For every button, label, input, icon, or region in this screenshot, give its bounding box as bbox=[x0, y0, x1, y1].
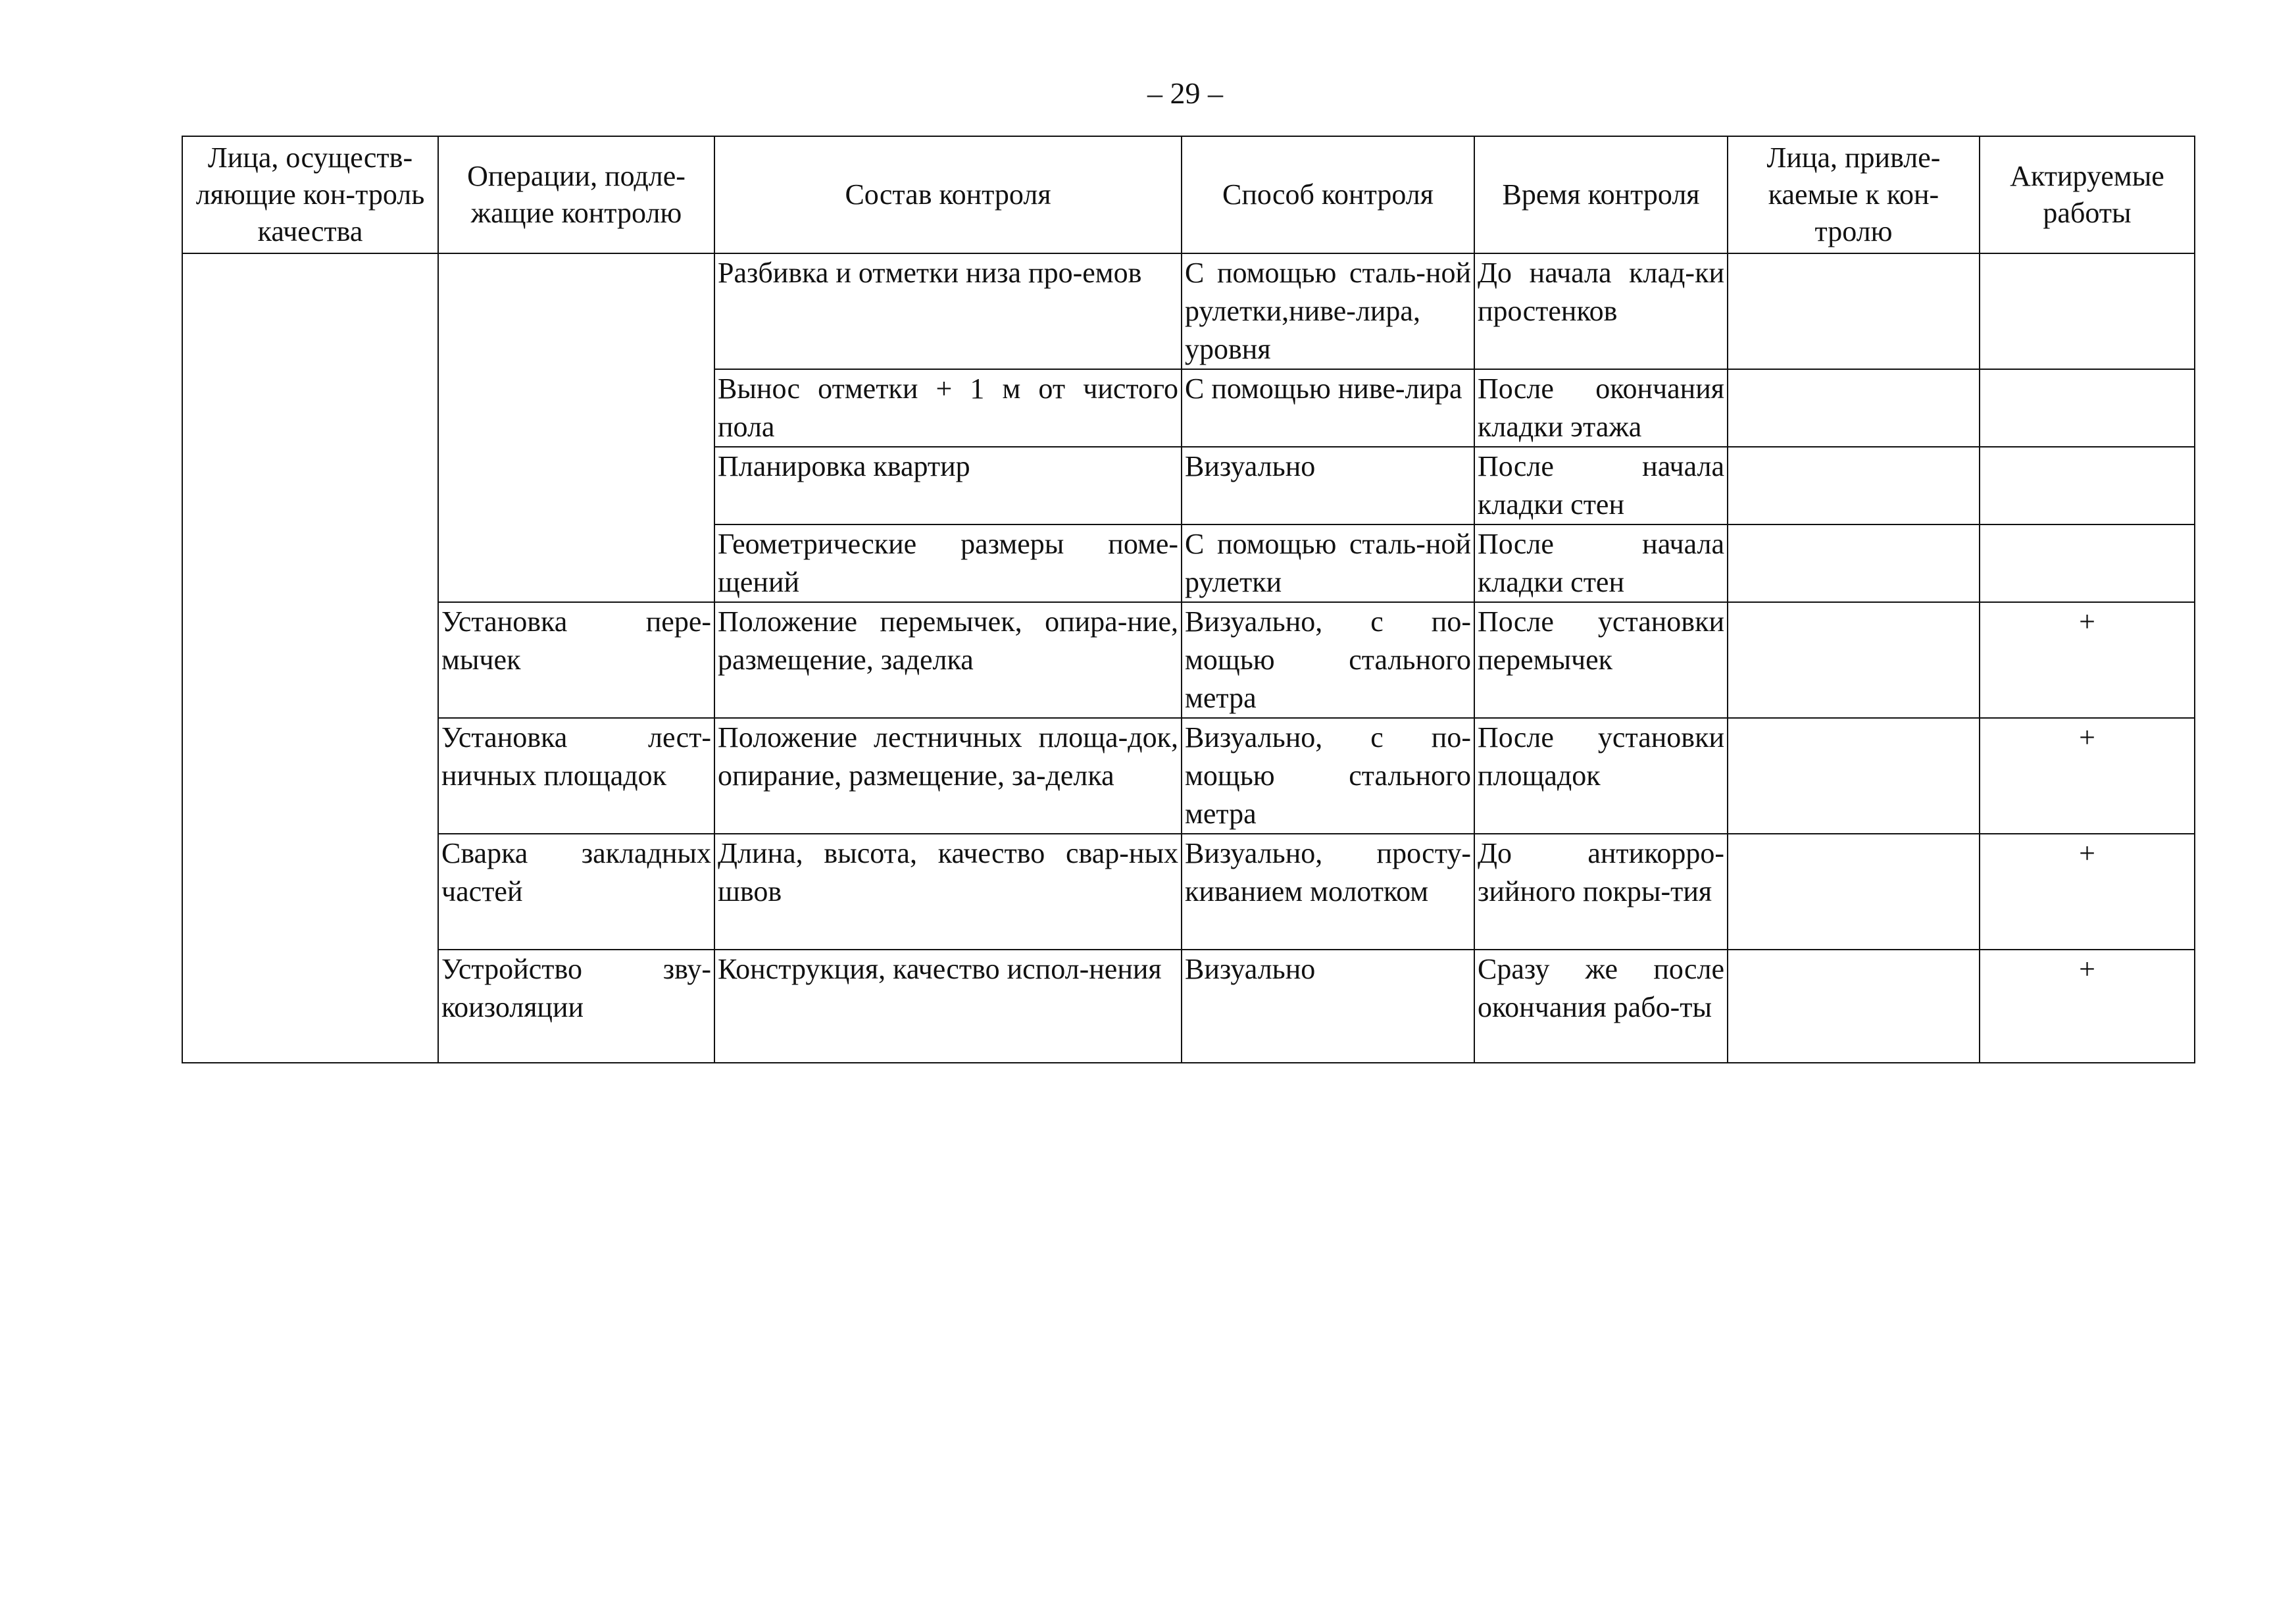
method-cell: С помощью сталь-ной рулетки bbox=[1182, 524, 1474, 602]
composition-cell: Длина, высота, качество свар-ных швов bbox=[714, 834, 1182, 950]
time-cell: Сразу же после окончания рабо-ты bbox=[1474, 950, 1728, 1063]
persons-cell bbox=[1728, 950, 1980, 1063]
quality-control-table bbox=[182, 136, 2195, 1063]
persons-cell bbox=[1728, 253, 1980, 369]
acts-cell: + bbox=[1980, 834, 2195, 950]
composition-cell: Конструкция, качество испол-нения bbox=[714, 950, 1182, 1063]
time-cell: До антикорро-зийного покры-тия bbox=[1474, 834, 1728, 950]
method-cell: Визуально bbox=[1182, 447, 1474, 524]
header-acted-works: Актируемые работы bbox=[1980, 136, 2195, 253]
persons-cell bbox=[1728, 369, 1980, 447]
header-time: Время контроля bbox=[1474, 136, 1728, 253]
controllers-cell bbox=[182, 253, 438, 1063]
persons-cell bbox=[1728, 718, 1980, 834]
operation-cell: Сварка закладных частей bbox=[438, 834, 714, 950]
acts-cell: + bbox=[1980, 718, 2195, 834]
method-cell: С помощью сталь-ной рулетки,ниве-лира, уровня bbox=[1182, 253, 1474, 369]
table-row bbox=[182, 718, 2195, 834]
acts-cell bbox=[1980, 253, 2195, 369]
acts-cell bbox=[1980, 524, 2195, 602]
persons-cell bbox=[1728, 447, 1980, 524]
method-cell: Визуально, с по-мощью стального метра bbox=[1182, 602, 1474, 718]
acts-cell: + bbox=[1980, 602, 2195, 718]
table-row bbox=[182, 950, 2195, 1063]
acts-cell bbox=[1980, 369, 2195, 447]
time-cell: После начала кладки стен bbox=[1474, 447, 1728, 524]
operation-cell: Установка лест-ничных площадок bbox=[438, 718, 714, 834]
operation-cell-empty bbox=[438, 253, 714, 602]
composition-cell: Положение лестничных площа-док, опирание, размещение, за-делка bbox=[714, 718, 1182, 834]
composition-cell: Геометрические размеры поме-щений bbox=[714, 524, 1182, 602]
method-cell: С помощью ниве-лира bbox=[1182, 369, 1474, 447]
acts-cell: + bbox=[1980, 950, 2195, 1063]
persons-cell bbox=[1728, 524, 1980, 602]
persons-cell bbox=[1728, 602, 1980, 718]
table-row bbox=[182, 253, 2195, 369]
table-row bbox=[182, 834, 2195, 950]
time-cell: После начала кладки стен bbox=[1474, 524, 1728, 602]
time-cell: После установки перемычек bbox=[1474, 602, 1728, 718]
composition-cell: Разбивка и отметки низа про-емов bbox=[714, 253, 1182, 369]
composition-cell: Планировка квартир bbox=[714, 447, 1182, 524]
operation-cell: Установка пере-мычек bbox=[438, 602, 714, 718]
page-number: – 29 – bbox=[1147, 76, 1223, 110]
method-cell: Визуально, с по-мощью стального метра bbox=[1182, 718, 1474, 834]
acts-cell bbox=[1980, 447, 2195, 524]
header-involved-persons: Лица, привле-каемые к кон-тролю bbox=[1728, 136, 1980, 253]
time-cell: После окончания кладки этажа bbox=[1474, 369, 1728, 447]
header-method: Способ контроля bbox=[1182, 136, 1474, 253]
table-row bbox=[182, 602, 2195, 718]
composition-cell: Положение перемычек, опира-ние, размещение, заделка bbox=[714, 602, 1182, 718]
time-cell: До начала клад-ки простенков bbox=[1474, 253, 1728, 369]
method-cell: Визуально bbox=[1182, 950, 1474, 1063]
header-composition: Состав контроля bbox=[714, 136, 1182, 253]
time-cell: После установки площадок bbox=[1474, 718, 1728, 834]
method-cell: Визуально, просту-киванием молотком bbox=[1182, 834, 1474, 950]
table-header-row bbox=[182, 136, 2195, 253]
header-operations: Операции, подле-жащие контролю bbox=[438, 136, 714, 253]
composition-cell: Вынос отметки + 1 м от чистого пола bbox=[714, 369, 1182, 447]
persons-cell bbox=[1728, 834, 1980, 950]
header-controllers: Лица, осуществ-ляющие кон-троль качества bbox=[182, 136, 438, 253]
operation-cell: Устройство зву-коизоляции bbox=[438, 950, 714, 1063]
